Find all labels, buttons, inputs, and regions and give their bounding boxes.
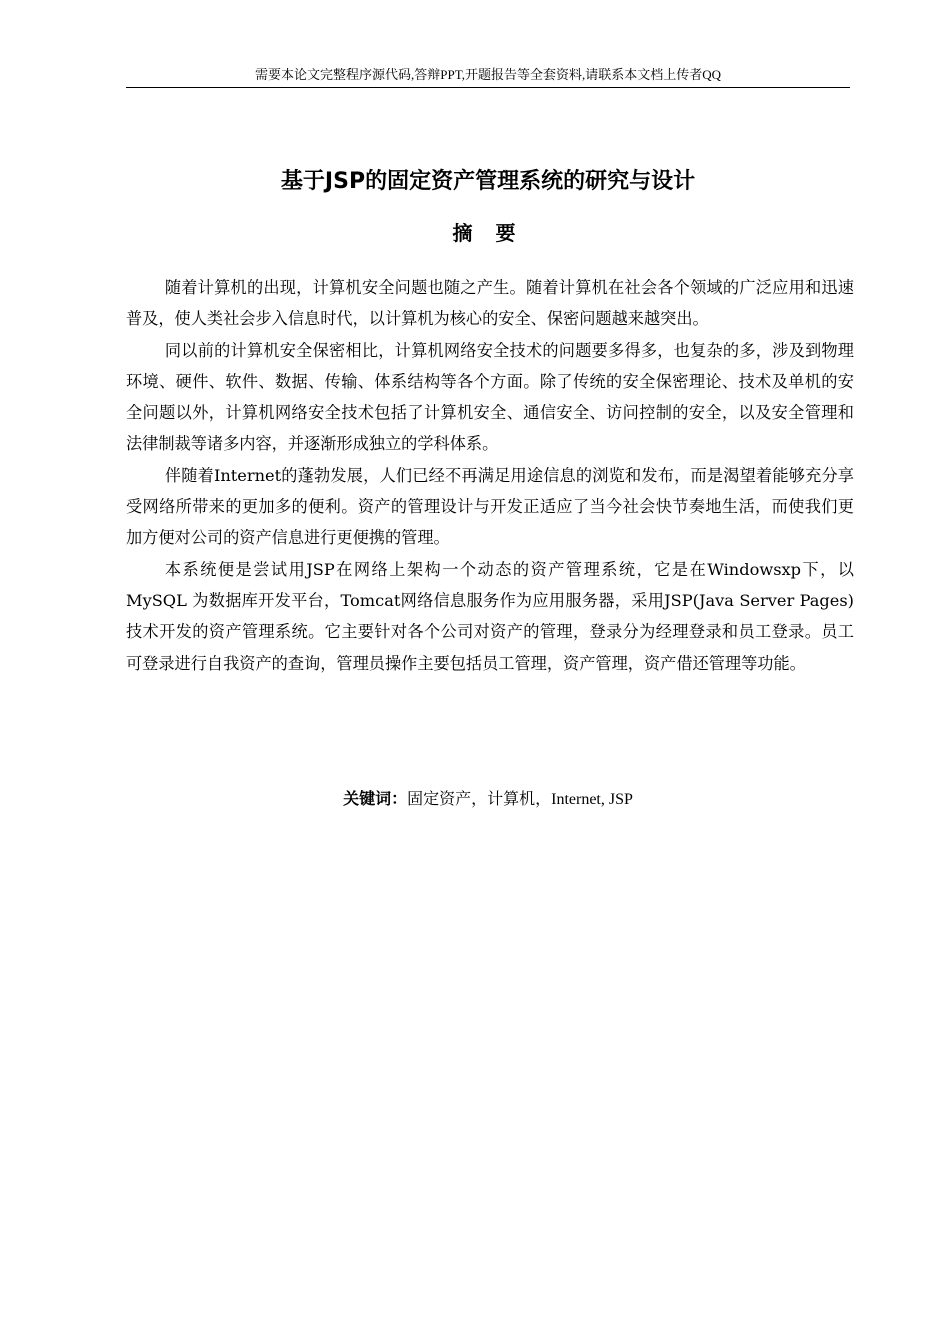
abstract-paragraph-4: 本系统便是尝试用JSP在网络上架构一个动态的资产管理系统，它是在Windowsxp下，以MySQL 为数据库开发平台，Tomcat网络信息服务作为应用服务器，采用JSP(Java Server Pages)技术开发的资产管理系统。它主要针对各个公司对资产的管理，登录分为经理登录和员工登录。员工可登录进行自我资产的查询，管理员操作主要包括员工管理，资产管理，资产借还管理等功能。 bbox=[126, 559, 854, 673]
header-note: 需要本论文完整程序源代码,答辩PPT,开题报告等全套资料,请联系本文档上传者QQ bbox=[255, 67, 721, 82]
header-rule bbox=[126, 87, 850, 88]
abstract-body bbox=[126, 272, 854, 679]
keywords-line bbox=[126, 786, 850, 813]
abstract-heading: 摘 要 bbox=[452, 221, 524, 245]
abstract-paragraph-2: 同以前的计算机安全保密相比，计算机网络安全技术的问题要多得多，也复杂的多，涉及到物理环境、硬件、软件、数据、传输、体系结构等各个方面。除了传统的安全保密理论、技术及单机的安全问题以外，计算机网络安全技术包括了计算机安全、通信安全、访问控制的安全，以及安全管理和法律制裁等诸多内容，并逐渐形成独立的学科体系。 bbox=[126, 340, 854, 454]
document-title: 基于JSP的固定资产管理系统的研究与设计 bbox=[280, 169, 696, 194]
abstract-paragraph-3: 伴随着Internet的蓬勃发展，人们已经不再满足用途信息的浏览和发布，而是渴望着能够充分享受网络所带来的更加多的便利。资产的管理设计与开发正适应了当今社会快节奏地生活，而使我们更加方便对公司的资产信息进行更便携的管理。 bbox=[126, 465, 854, 548]
abstract-paragraph-1: 随着计算机的出现，计算机安全问题也随之产生。随着计算机在社会各个领域的广泛应用和迅速普及，使人类社会步入信息时代，以计算机为核心的安全、保密问题越来越突出。 bbox=[126, 278, 854, 329]
keywords-values: 固定资产，计算机，Internet, JSP bbox=[407, 791, 633, 808]
keywords-label: 关键词： bbox=[343, 789, 408, 808]
